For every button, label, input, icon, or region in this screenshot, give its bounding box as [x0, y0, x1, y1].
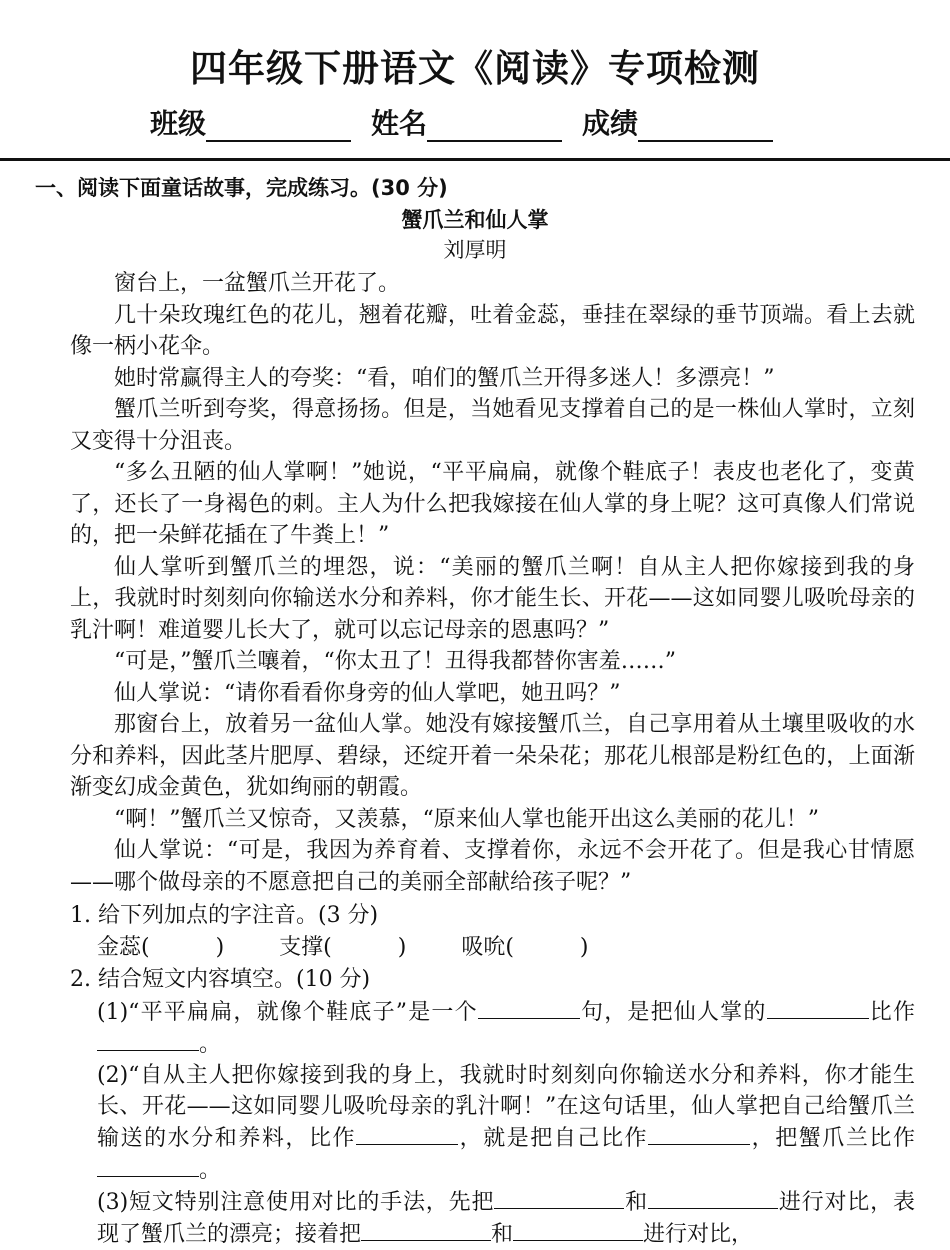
name-label: 姓名 [371, 107, 428, 140]
q2-text: 比作 [868, 1000, 915, 1025]
page-title: 四年级下册语文《阅读》专项检测 [190, 47, 760, 90]
q2-text: (3)短文特别注意使用对比的手法，先把 [97, 1190, 495, 1215]
answer-blank[interactable] [648, 1122, 750, 1145]
story-title: 蟹爪兰和仙人掌 [401, 208, 549, 232]
answer-blank[interactable] [356, 1122, 458, 1145]
story-paragraph: “可是，”蟹爪兰嚷着，“你太丑了！丑得我都替你害羞……” [114, 649, 676, 674]
q2-text: ，把蟹爪兰比作 [750, 1126, 915, 1151]
student-info-line [150, 102, 793, 142]
answer-blank[interactable] [494, 1186, 624, 1209]
pinyin-item[interactable]: 吸吮( ) [461, 935, 589, 960]
class-blank[interactable] [206, 112, 351, 142]
reading-section [35, 172, 915, 1250]
q2-text: 。 [199, 1032, 222, 1057]
story-paragraph: 仙人掌说：“可是，我因为养育着、支撑着你，永远不会开花了。但是我心甘情愿——哪个做母亲的不愿意把自己的美丽全部献给孩子呢？” [70, 838, 915, 895]
pinyin-item[interactable]: 支撑( ) [279, 935, 407, 960]
score-field [582, 102, 773, 142]
answer-blank[interactable] [97, 1154, 199, 1177]
q2-text: 。 [199, 1158, 222, 1183]
answer-blank[interactable] [513, 1218, 643, 1241]
header-divider [0, 158, 950, 161]
story-paragraph: “多么丑陋的仙人掌啊！”她说，“平平扁扁，就像个鞋底子！表皮也老化了，变黄了，还长了一身褐色的刺。主人为什么把我嫁接在仙人掌的身上呢？这可真像人们常说的，把一朵鲜花插在了牛粪上！” [70, 460, 915, 548]
story-paragraph: 她时常赢得主人的夸奖：“看，咱们的蟹爪兰开得多迷人！多漂亮！” [114, 365, 775, 391]
answer-blank[interactable] [478, 996, 580, 1019]
question-1-items [35, 932, 915, 964]
question-1-label: 1. 给下列加点的字注音。(3 分) [70, 903, 379, 928]
story-paragraph: 蟹爪兰听到夸奖，得意扬扬。但是，当她看见支撑着自己的是一株仙人掌时，立刻又变得十分沮丧。 [70, 397, 915, 454]
score-label: 成绩 [582, 107, 639, 140]
story-paragraph: 窗台上，一盆蟹爪兰开花了。 [114, 271, 401, 296]
question-2-part-3 [35, 1186, 915, 1250]
class-label: 班级 [150, 107, 207, 140]
name-blank[interactable] [427, 112, 562, 142]
story-paragraph: 仙人掌说：“请你看看你身旁的仙人掌吧，她丑吗？” [114, 680, 621, 706]
story-body [35, 268, 915, 898]
question-2-part-1 [35, 996, 915, 1060]
question-2-part-2 [35, 1060, 915, 1186]
story-author: 刘厚明 [443, 238, 507, 262]
name-field [371, 102, 562, 142]
section-heading: 一、阅读下面童话故事，完成练习。(30 分) [35, 176, 448, 200]
story-paragraph: 几十朵玫瑰红色的花儿，翘着花瓣，吐着金蕊，垂挂在翠绿的垂节顶端。看上去就像一柄小花伞。 [70, 302, 915, 359]
story-paragraph: “啊！”蟹爪兰又惊奇，又羡慕，“原来仙人掌也能开出这么美丽的花儿！” [114, 806, 819, 832]
q2-text: (2)“自从主人把你嫁接到我的身上，我就时时刻刻向你输送水分和养料，你才能生长、开花——这如同婴儿吸吮母亲的乳汁啊！”在这句话里，仙人掌把自己给蟹爪兰输送的水分和养料，比作 [97, 1063, 915, 1151]
q2-text: 和 [491, 1222, 514, 1247]
q2-text: 进行对比，表现了蟹爪兰的漂亮；接着把 [97, 1190, 915, 1247]
class-field [150, 102, 351, 142]
question-2-label: 2. 结合短文内容填空。(10 分) [70, 967, 371, 992]
answer-blank[interactable] [648, 1186, 778, 1209]
q2-text: 进行对比， [643, 1222, 754, 1247]
q2-text: 句，是把仙人掌的 [579, 1000, 767, 1025]
q2-text: 和 [624, 1190, 648, 1215]
score-blank[interactable] [638, 112, 773, 142]
q2-text: ，就是把自己比作 [458, 1126, 649, 1151]
pinyin-item[interactable]: 金蕊( ) [97, 935, 225, 960]
story-paragraph: 那窗台上，放着另一盆仙人掌。她没有嫁接蟹爪兰，自己享用着从土壤里吸收的水分和养料，因此茎片肥厚、碧绿，还绽开着一朵朵花；那花儿根部是粉红色的，上面渐渐变幻成金黄色，犹如绚丽的朝霞。 [70, 712, 915, 800]
questions [35, 900, 915, 1250]
answer-blank[interactable] [97, 1028, 199, 1051]
q2-text: (1)“平平扁扁，就像个鞋底子”是一个 [97, 1000, 478, 1025]
story-paragraph: 仙人掌听到蟹爪兰的埋怨，说：“美丽的蟹爪兰啊！自从主人把你嫁接到我的身上，我就时时刻刻向你输送水分和养料，你才能生长、开花——这如同婴儿吸吮母亲的乳汁啊！难道婴儿长大了，就可以忘记母亲的恩惠吗？” [70, 554, 915, 643]
answer-blank[interactable] [361, 1218, 491, 1241]
answer-blank[interactable] [767, 996, 869, 1019]
